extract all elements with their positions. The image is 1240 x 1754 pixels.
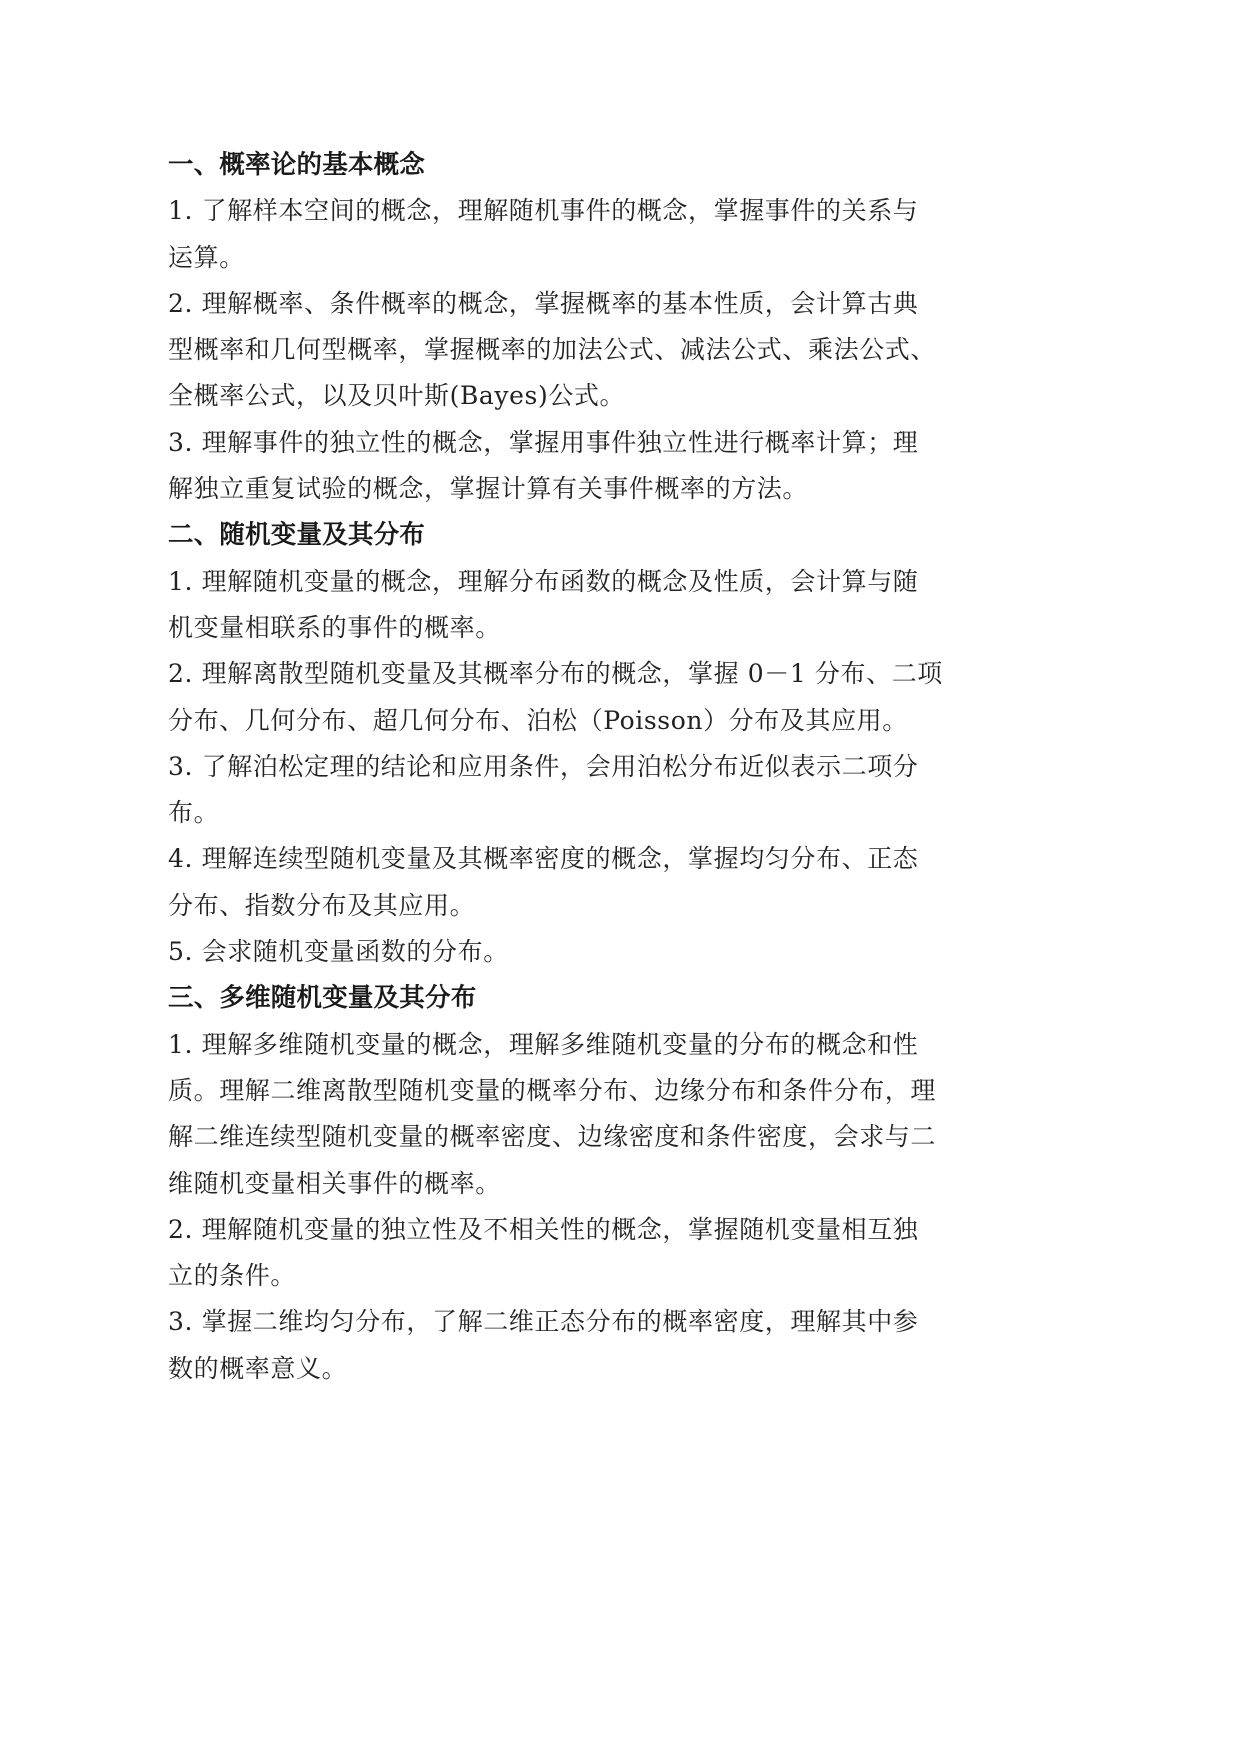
list-item — [168, 929, 940, 975]
section-heading: 二、随机变量及其分布 — [168, 520, 426, 551]
section-probability-basics — [168, 142, 940, 512]
item-line: 3. 了解泊松定理的结论和应用条件，会用泊松分布近似表示二项分 — [168, 751, 919, 781]
item-line: 质。理解二维离散型随机变量的概率分布、边缘分布和条件分布，理 — [168, 1075, 937, 1105]
item-line: 3. 掌握二维均匀分布，了解二维正态分布的概率密度，理解其中参 — [168, 1307, 919, 1337]
list-item — [168, 744, 940, 837]
item-line: 分布、指数分布及其应用。 — [168, 890, 476, 920]
item-line: 解二维连续型随机变量的概率密度、边缘密度和条件密度，会求与二 — [168, 1122, 937, 1152]
section-random-variables — [168, 512, 943, 975]
section-heading: 一、概率论的基本概念 — [168, 150, 426, 180]
section-multivariate-random-variables — [168, 975, 940, 1392]
list-item — [168, 188, 940, 281]
item-line: 2. 理解概率、条件概率的概念，掌握概率的基本性质，会计算古典 — [168, 288, 919, 318]
item-line: 布。 — [168, 798, 220, 828]
list-item — [168, 651, 943, 744]
item-line: 型概率和几何型概率，掌握概率的加法公式、减法公式、乘法公式、 — [168, 335, 937, 365]
document-page — [168, 142, 943, 1392]
list-item — [168, 281, 940, 420]
item-line: 4. 理解连续型随机变量及其概率密度的概念，掌握均匀分布、正态 — [168, 844, 919, 874]
section-heading: 三、多维随机变量及其分布 — [168, 983, 477, 1014]
item-line: 机变量相联系的事件的概率。 — [168, 612, 501, 642]
item-line: 全概率公式，以及贝叶斯(Bayes)公式。 — [168, 381, 626, 411]
item-line: 立的条件。 — [168, 1261, 297, 1291]
item-line: 1. 了解样本空间的概念，理解随机事件的概念，掌握事件的关系与 — [168, 196, 919, 226]
item-line: 数的概率意义。 — [168, 1353, 348, 1383]
list-item — [168, 1022, 940, 1207]
list-item — [168, 559, 940, 652]
list-item — [168, 1299, 940, 1392]
list-item — [168, 836, 940, 929]
item-line: 5. 会求随机变量函数的分布。 — [168, 937, 509, 967]
item-line: 1. 理解随机变量的概念，理解分布函数的概念及性质，会计算与随 — [168, 566, 919, 596]
item-line: 3. 理解事件的独立性的概念，掌握用事件独立性进行概率计算；理 — [168, 427, 919, 457]
item-line: 2. 理解离散型随机变量及其概率分布的概念，掌握 0－1 分布、二项 — [168, 659, 943, 689]
item-line: 2. 理解随机变量的独立性及不相关性的概念，掌握随机变量相互独 — [168, 1214, 919, 1244]
item-line: 1. 理解多维随机变量的概念，理解多维随机变量的分布的概念和性 — [168, 1029, 919, 1059]
item-line: 解独立重复试验的概念，掌握计算有关事件概率的方法。 — [168, 474, 809, 504]
list-item — [168, 1207, 940, 1300]
item-line: 维随机变量相关事件的概率。 — [168, 1168, 501, 1198]
list-item — [168, 420, 940, 513]
item-line: 运算。 — [168, 242, 245, 272]
item-line: 分布、几何分布、超几何分布、泊松（Poisson）分布及其应用。 — [168, 705, 908, 735]
